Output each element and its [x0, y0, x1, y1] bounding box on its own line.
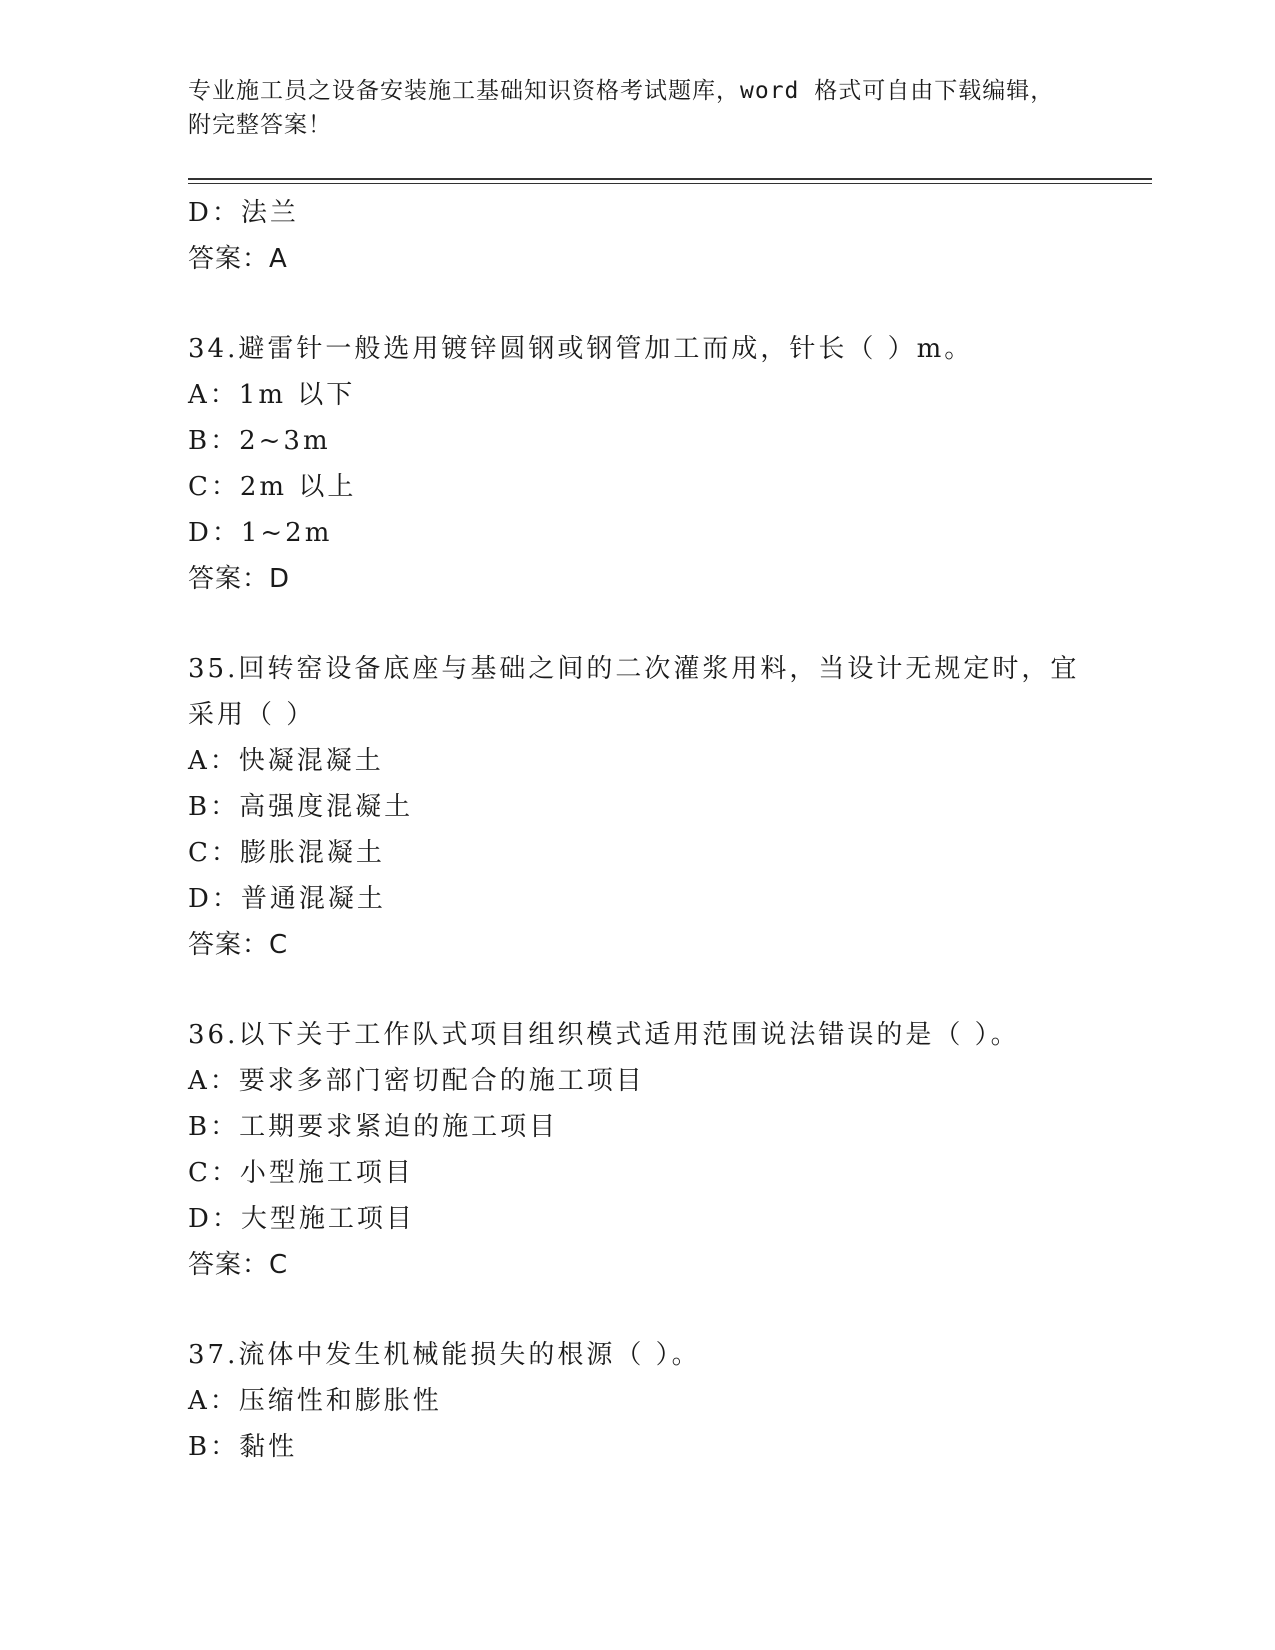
question-36-option-d: D：大型施工项目 — [188, 1204, 415, 1234]
question-35-option-c: C：膨胀混凝土 — [188, 838, 385, 868]
question-36-stem: 36.以下关于工作队式项目组织模式适用范围说法错误的是（ ）。 — [188, 1020, 1020, 1050]
question-37-option-b: B：黏性 — [188, 1432, 298, 1462]
question-35-stem-line-1: 35.回转窑设备底座与基础之间的二次灌浆用料，当设计无规定时，宜 — [188, 654, 1080, 684]
question-36-option-a: A：要求多部门密切配合的施工项目 — [188, 1066, 645, 1096]
prev-answer: 答案：A — [188, 244, 288, 274]
question-36-answer: 答案：C — [188, 1250, 289, 1280]
question-35-option-b: B：高强度混凝土 — [188, 792, 414, 822]
header-line-1: 专业施工员之设备安装施工基础知识资格考试题库，word 格式可自由下载编辑， — [188, 78, 1055, 104]
question-36-option-b: B：工期要求紧迫的施工项目 — [188, 1112, 559, 1142]
header-line-2: 附完整答案！ — [188, 112, 332, 138]
question-34-stem: 34.避雷针一般选用镀锌圆钢或钢管加工而成，针长（ ）m。 — [188, 334, 974, 364]
question-34-option-b: B：2~3m — [188, 426, 331, 456]
question-37-option-a: A：压缩性和膨胀性 — [188, 1386, 442, 1416]
question-36-option-c: C：小型施工项目 — [188, 1158, 414, 1188]
question-34-option-c: C：2m 以上 — [188, 472, 357, 502]
header-divider-thin — [188, 183, 1152, 184]
header-divider-thick — [188, 178, 1152, 180]
question-35-answer: 答案：C — [188, 930, 289, 960]
question-35-option-d: D：普通混凝土 — [188, 884, 386, 914]
prev-option-d: D：法兰 — [188, 198, 299, 228]
question-35-stem-line-2: 采用（ ） — [188, 700, 316, 730]
question-list — [188, 190, 1088, 1470]
question-34-option-d: D：1~2m — [188, 518, 333, 548]
question-37-stem: 37.流体中发生机械能损失的根源（ ）。 — [188, 1340, 701, 1370]
question-35-option-a: A：快凝混凝土 — [188, 746, 384, 776]
question-34-answer: 答案：D — [188, 564, 291, 594]
question-34-option-a: A：1m 以下 — [188, 380, 356, 410]
document-header — [188, 74, 1088, 142]
